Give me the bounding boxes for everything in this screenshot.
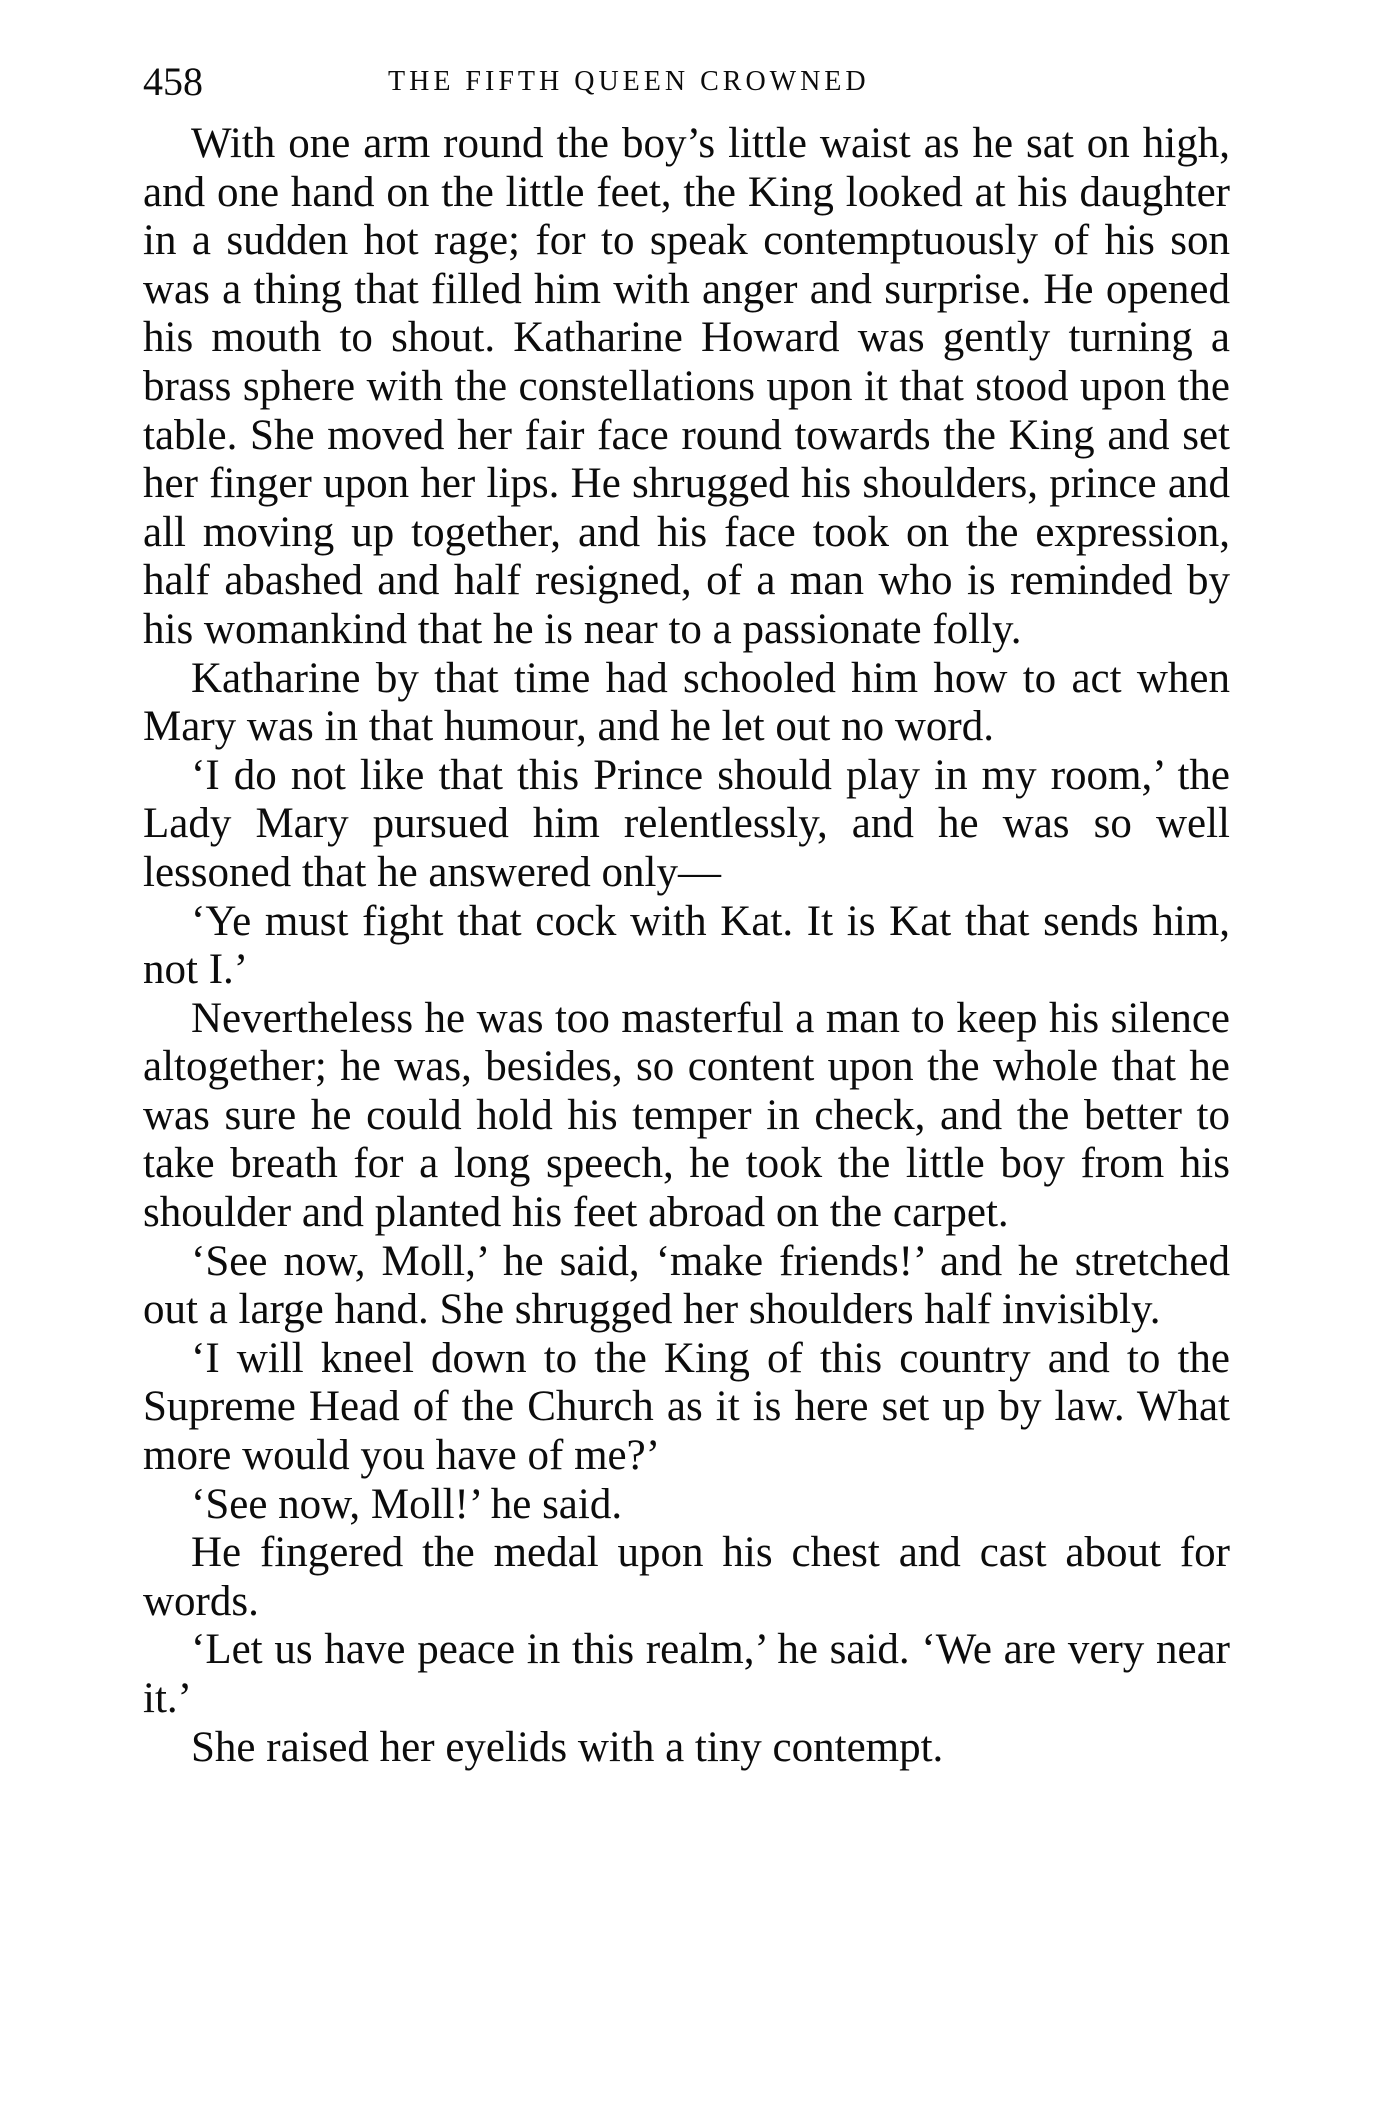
running-title: THE FIFTH QUEEN CROWNED bbox=[388, 66, 870, 97]
paragraph: He fingered the medal upon his chest and cast about for words. bbox=[143, 1529, 1230, 1625]
running-head bbox=[143, 52, 1230, 112]
page-number: 458 bbox=[143, 59, 203, 104]
paragraph: Nevertheless he was too masterful a man to keep his silence altogether; he was, besides, so content upon the whole that he was sure he could hold his temper in check, and the better to take breath for a long speech, he took the little boy from his shoulder and planted his feet abroad on the carpet. bbox=[143, 994, 1230, 1237]
paragraph: ‘Let us have peace in this realm,’ he said. ‘We are very near it.’ bbox=[143, 1626, 1230, 1722]
paragraph: ‘See now, Moll!’ he said. bbox=[191, 1480, 623, 1528]
paragraph: Katharine by that time had schooled him how to act when Mary was in that humour, and he let out no word. bbox=[143, 654, 1230, 751]
body-text bbox=[143, 120, 1230, 1772]
paragraph: With one arm round the boy’s little waist as he sat on high, and one hand on the little feet, the King looked at his daughter in a sudden hot rage; for to speak contemptuously of his son was a thing that filled him with anger and surprise. He opened his mouth to shout. Katharine Howard was gently turning a brass sphere with the constellations upon it that stood upon the table. She moved her fair face round towards the King and set her finger upon her lips. He shrugged his shoulders, prince and all moving up together, and his face took on the expression, half abashed and half resigned, of a man who is reminded by his womankind that he is near to a passionate folly. bbox=[143, 120, 1230, 653]
paragraph: ‘Ye must fight that cock with Kat. It is Kat that sends him, not I.’ bbox=[143, 897, 1230, 994]
paragraph: She raised her eyelids with a tiny contempt. bbox=[191, 1723, 944, 1771]
paragraph: ‘I do not like that this Prince should play in my room,’ the Lady Mary pursued him relentlessly, and he was so well lessoned that he answered only— bbox=[143, 751, 1230, 896]
paragraph: ‘I will kneel down to the King of this country and to the Supreme Head of the Church as it is here set up by law. What more would you have of me?’ bbox=[143, 1334, 1230, 1480]
paragraph: ‘See now, Moll,’ he said, ‘make friends!’ and he stretched out a large hand. She shrugged her shoulders half invisibly. bbox=[143, 1237, 1230, 1334]
